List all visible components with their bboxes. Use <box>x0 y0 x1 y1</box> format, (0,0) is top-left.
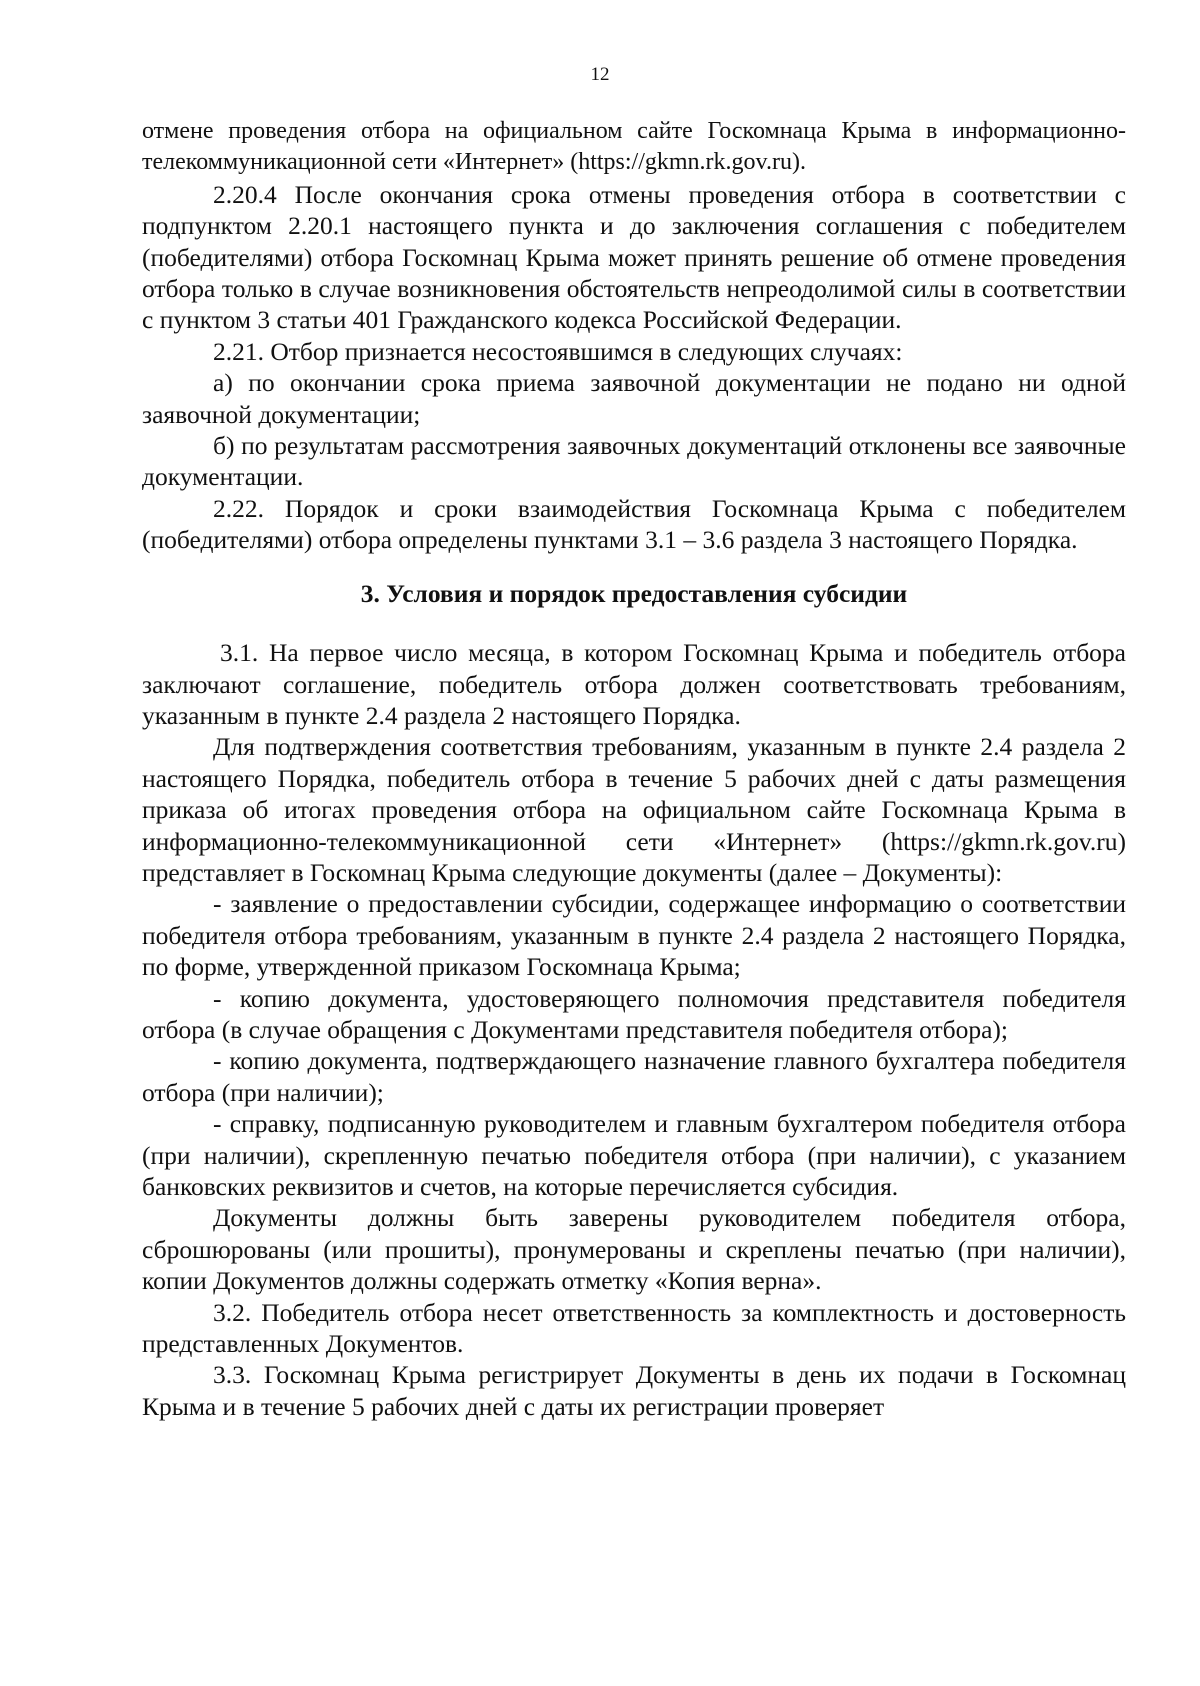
list-item-application: - заявление о предоставлении субсидии, содержащее информацию о соответствии победителя отбора требованиям, указанным в пункте 2.4 раздела 2 настоящего Порядка, по форме, утвержденной приказом Госкомнаца Крыма; <box>142 889 1126 982</box>
paragraph-2-22: 2.22. Порядок и сроки взаимодействия Госкомнаца Крыма с победителем (победителями) отбора определены пунктами 3.1 – 3.6 раздела 3 настоящего Порядка. <box>142 493 1126 555</box>
paragraph-2-21-a: а) по окончании срока приема заявочной документации не подано ни одной заявочной документации; <box>142 368 1126 429</box>
page-number: 12 <box>590 64 610 85</box>
paragraph-continuation: отмене проведения отбора на официальном сайте Госкомнаца Крыма в информационно-телекоммуникационной сети «Интернет» (https://gkmn.rk.gov.ru). <box>142 118 1126 176</box>
list-item-accountant-copy: - копию документа, подтверждающего назначение главного бухгалтера победителя отбора (при наличии); <box>142 1046 1126 1107</box>
section-heading: 3. Условия и порядок предоставления субсидии <box>360 578 908 608</box>
paragraph-2-21-b: б) по результатам рассмотрения заявочных документаций отклонены все заявочные документации. <box>142 431 1126 492</box>
paragraph-3-1: 3.1. На первое число месяца, в котором Госкомнац Крыма и победитель отбора заключают соглашение, победитель отбора должен соответствовать требованиям, указанным в пункте 2.4 раздела 2 настоящего Порядка. <box>142 638 1126 730</box>
paragraph-2-21: 2.21. Отбор признается несостоявшимся в следующих случаях: <box>213 336 903 366</box>
paragraph-3-3: 3.3. Госкомнац Крыма регистрирует Документы в день их подачи в Госкомнац Крыма и в течение 5 рабочих дней с даты их регистрации проверяет <box>142 1360 1126 1421</box>
list-item-bank-certificate: - справку, подписанную руководителем и главным бухгалтером победителя отбора (при наличии), скрепленную печатью победителя отбора (при наличии), с указанием банковских реквизитов и счетов, на которые перечисляется субсидия. <box>142 1109 1126 1201</box>
paragraph-2-20-4: 2.20.4 После окончания срока отмены проведения отбора в соответствии с подпунктом 2.20.1 настоящего пункта и до заключения соглашения с победителем (победителями) отбора Госкомнац Крыма может принять решение об отмене проведения отбора только в случае возникновения обстоятельств непреодолимой силы в соответствии с пунктом 3 статьи 401 Гражданского кодекса Российской Федерации. <box>142 179 1126 335</box>
list-item-representative-copy: - копию документа, удостоверяющего полномочия представителя победителя отбора (в случае обращения с Документами представителя победителя отбора); <box>142 983 1126 1044</box>
page-body <box>142 116 1126 1422</box>
paragraph-documents-intro: Для подтверждения соответствия требованиям, указанным в пункте 2.4 раздела 2 настоящего Порядка, победитель отбора в течение 5 рабочих дней с даты размещения приказа об итогах проведения отбора на официальном сайте Госкомнаца Крыма в информационно-телекоммуникационной сети «Интернет» (https://gkmn.rk.gov.ru) представляет в Госкомнац Крыма следующие документы (далее – Документы): <box>142 732 1126 887</box>
paragraph-certification: Документы должны быть заверены руководителем победителя отбора, сброшюрованы (или прошиты), пронумерованы и скреплены печатью (при наличии), копии Документов должны содержать отметку «Копия верна». <box>142 1203 1126 1296</box>
paragraph-3-2: 3.2. Победитель отбора несет ответственность за комплектность и достоверность представленных Документов. <box>142 1297 1126 1359</box>
